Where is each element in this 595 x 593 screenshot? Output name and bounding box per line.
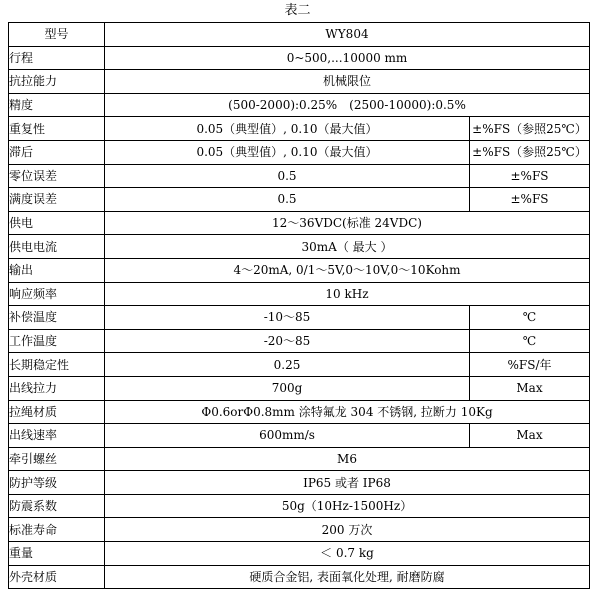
- table-row: [9, 93, 590, 117]
- spec-label: 标准寿命: [9, 518, 105, 542]
- spec-label: 工作温度: [9, 329, 105, 353]
- spec-value: 700g: [105, 376, 470, 400]
- spec-unit: ℃: [470, 329, 590, 353]
- table-row: [9, 282, 590, 306]
- table-row: [9, 46, 590, 70]
- model-value: WY804: [105, 23, 590, 47]
- spec-value: 0.05（典型值）, 0.10（最大值）: [105, 117, 470, 141]
- table-row: [9, 353, 590, 377]
- table-row: [9, 235, 590, 259]
- spec-label: 供电电流: [9, 235, 105, 259]
- table-row: [9, 447, 590, 471]
- spec-value: 硬质合金铝, 表面氧化处理, 耐磨防腐: [105, 565, 590, 589]
- table-row: [9, 471, 590, 495]
- spec-value: 4～20mA, 0/1～5V,0～10V,0～10Kohm: [105, 258, 590, 282]
- spec-label: 供电: [9, 211, 105, 235]
- spec-label: 行程: [9, 46, 105, 70]
- spec-unit: Max: [470, 376, 590, 400]
- spec-label: 拉绳材质: [9, 400, 105, 424]
- spec-value: 0~500,...10000 mm: [105, 46, 590, 70]
- spec-label: 满度误差: [9, 188, 105, 212]
- spec-unit: ±%FS: [470, 164, 590, 188]
- spec-value: 200 万次: [105, 518, 590, 542]
- table-row: [9, 140, 590, 164]
- spec-unit: Max: [470, 424, 590, 448]
- spec-unit: ±%FS（参照25℃）: [470, 117, 590, 141]
- spec-unit: ±%FS（参照25℃）: [470, 140, 590, 164]
- spec-label: 外壳材质: [9, 565, 105, 589]
- table-row: [9, 542, 590, 566]
- spec-value: 50g（10Hz-1500Hz）: [105, 494, 590, 518]
- spec-label: 长期稳定性: [9, 353, 105, 377]
- spec-value: 0.25: [105, 353, 470, 377]
- table-row: [9, 424, 590, 448]
- spec-unit: ℃: [470, 306, 590, 330]
- spec-table: [8, 22, 590, 589]
- spec-value: 0.5: [105, 188, 470, 212]
- model-label: 型号: [9, 23, 105, 47]
- table-row: [9, 164, 590, 188]
- spec-label: 重复性: [9, 117, 105, 141]
- table-row: [9, 494, 590, 518]
- spec-value: 机械限位: [105, 70, 590, 94]
- spec-label: 零位误差: [9, 164, 105, 188]
- table-row: [9, 400, 590, 424]
- spec-unit: ±%FS: [470, 188, 590, 212]
- spec-label: 精度: [9, 93, 105, 117]
- table-row: [9, 306, 590, 330]
- spec-label: 补偿温度: [9, 306, 105, 330]
- table-row: [9, 376, 590, 400]
- spec-value: 10 kHz: [105, 282, 590, 306]
- spec-value: 30mA（ 最大 ）: [105, 235, 590, 259]
- spec-value: -10～85: [105, 306, 470, 330]
- table-row: [9, 70, 590, 94]
- spec-value: 0.05（典型值）, 0.10（最大值）: [105, 140, 470, 164]
- spec-value: -20～85: [105, 329, 470, 353]
- spec-label: 出线拉力: [9, 376, 105, 400]
- table-row: [9, 565, 590, 589]
- spec-value: M6: [105, 447, 590, 471]
- table-row: [9, 329, 590, 353]
- spec-value: (500-2000):0.25% (2500-10000):0.5%: [105, 93, 590, 117]
- spec-label: 重量: [9, 542, 105, 566]
- spec-value: 0.5: [105, 164, 470, 188]
- table-row: [9, 258, 590, 282]
- table-title: 表二: [284, 3, 311, 18]
- spec-label: 防震系数: [9, 494, 105, 518]
- spec-label: 出线速率: [9, 424, 105, 448]
- spec-value: ＜ 0.7 kg: [105, 542, 590, 566]
- table-row: [9, 518, 590, 542]
- table-row: [9, 117, 590, 141]
- spec-label: 抗拉能力: [9, 70, 105, 94]
- table-row: [9, 211, 590, 235]
- spec-table-body: [9, 23, 590, 589]
- spec-label: 响应频率: [9, 282, 105, 306]
- spec-value: IP65 或者 IP68: [105, 471, 590, 495]
- spec-value: 12～36VDC(标准 24VDC): [105, 211, 590, 235]
- spec-label: 滞后: [9, 140, 105, 164]
- spec-label: 输出: [9, 258, 105, 282]
- spec-label: 防护等级: [9, 471, 105, 495]
- spec-unit: %FS/年: [470, 353, 590, 377]
- table-header-row: [9, 23, 590, 47]
- spec-value: 600mm/s: [105, 424, 470, 448]
- spec-label: 牵引螺丝: [9, 447, 105, 471]
- table-row: [9, 188, 590, 212]
- spec-value: Φ0.6orΦ0.8mm 涂特氟龙 304 不锈钢, 拉断力 10Kg: [105, 400, 590, 424]
